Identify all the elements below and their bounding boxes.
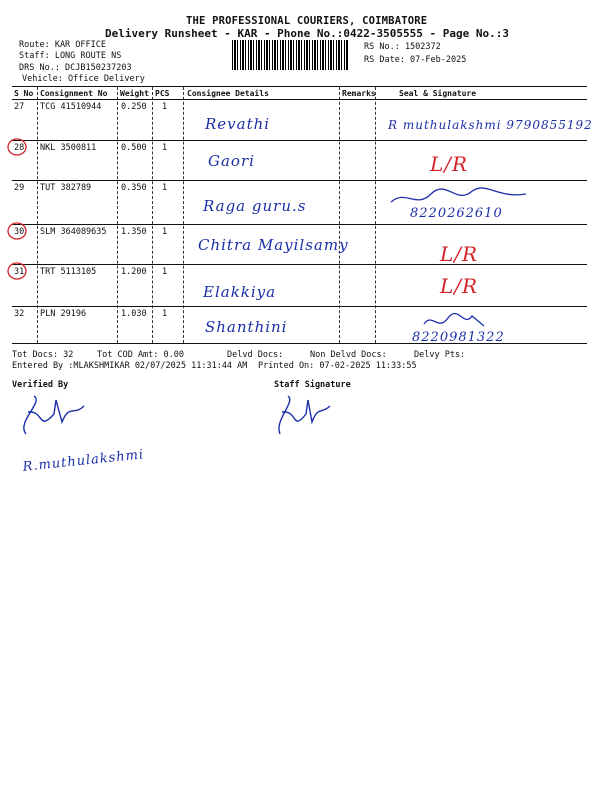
row-seal-handwritten: L/R — [440, 242, 479, 266]
staff-signature-label: Staff Signature — [274, 380, 351, 390]
col-remarks: Remarks — [342, 89, 376, 98]
row-weight: 0.250 — [121, 102, 147, 112]
company-name: THE PROFESSIONAL COURIERS, COIMBATORE — [186, 15, 428, 27]
total-cod: Tot COD Amt: 0.00 — [97, 350, 184, 360]
row-sno: 32 — [14, 309, 25, 319]
verified-by-label: Verified By — [12, 380, 69, 390]
verifier-signature-icon — [14, 392, 94, 442]
row-consignee-handwritten: Gaori — [208, 152, 255, 170]
table-top-rule — [12, 86, 587, 87]
staff-label: Staff: LONG ROUTE NS — [19, 51, 122, 61]
barcode — [232, 40, 348, 70]
runsheet-title: Delivery Runsheet - KAR - Phone No.:0422-3505555 - Page No.:3 — [105, 27, 509, 40]
entered-by: Entered By :MLAKSHMIKAR 02/07/2025 11:31:44 AM — [12, 361, 248, 371]
row-pcs: 1 — [162, 227, 168, 237]
row-consignee-handwritten: Raga guru.s — [203, 197, 307, 215]
row-pcs: 1 — [162, 183, 168, 193]
row-consignee-handwritten: Chitra Mayilsamy — [198, 236, 349, 254]
row-seal-handwritten: 8220981322 — [412, 330, 505, 345]
printed-on: Printed On: 07-02-2025 11:33:55 — [258, 361, 417, 371]
route-label: Route: KAR OFFICE — [19, 40, 106, 50]
row-consignee-handwritten: Shanthini — [205, 318, 288, 336]
row-pcs: 1 — [162, 143, 168, 153]
row-weight: 1.200 — [121, 267, 147, 277]
row-consignment: PLN 29196 — [40, 309, 87, 319]
rs-number: RS No.: 1502372 — [364, 42, 441, 52]
rs-date: RS Date: 07-Feb-2025 — [364, 55, 467, 65]
row-weight: 1.030 — [121, 309, 147, 319]
col-divider — [183, 87, 184, 343]
row-consignee-handwritten: Revathi — [205, 115, 271, 133]
row-divider — [12, 140, 587, 141]
drs-label: DRS No.: DCJB150237203 — [19, 63, 132, 73]
row-weight: 0.500 — [121, 143, 147, 153]
row-weight: 0.350 — [121, 183, 147, 193]
row-divider — [12, 180, 587, 181]
row-seal-handwritten: L/R — [430, 152, 469, 176]
col-seal: Seal & Signature — [399, 89, 477, 98]
row-weight: 1.350 — [121, 227, 147, 237]
col-consignment: Consignment No — [40, 89, 108, 98]
handwritten-name: R.muthulakshmi — [22, 447, 145, 475]
row-seal-handwritten: R muthulakshmi 9790855192 — [388, 118, 593, 132]
row-consignment: TUT 382789 — [40, 183, 92, 193]
staff-signature-icon — [272, 392, 332, 442]
vehicle-label: Vehicle: Office Delivery — [22, 74, 145, 84]
col-consignee: Consignee Details — [187, 89, 269, 98]
row-sno: 30 — [14, 227, 25, 237]
row-seal-handwritten: 8220262610 — [410, 206, 503, 221]
col-pcs: PCS — [155, 89, 170, 98]
table-header-rule — [12, 99, 587, 100]
non-delivered-docs: Non Delvd Docs: — [310, 350, 387, 360]
col-sno: S No — [14, 89, 34, 98]
row-pcs: 1 — [162, 102, 168, 112]
row-consignment: TRT 5113105 — [40, 267, 97, 277]
row-pcs: 1 — [162, 309, 168, 319]
row-consignment: TCG 41510944 — [40, 102, 102, 112]
col-divider — [152, 87, 153, 343]
delivered-docs: Delvd Docs: — [227, 350, 284, 360]
row-pcs: 1 — [162, 267, 168, 277]
row-divider — [12, 264, 587, 265]
row-consignment: SLM 364089635 — [40, 227, 107, 237]
row-sno: 31 — [14, 267, 25, 277]
row-consignment: NKL 3500811 — [40, 143, 97, 153]
row-sno: 29 — [14, 183, 25, 193]
delivery-points: Delvy Pts: — [414, 350, 466, 360]
row-divider — [12, 306, 587, 307]
total-docs: Tot Docs: 32 — [12, 350, 74, 360]
col-divider — [37, 87, 38, 343]
col-divider — [339, 87, 340, 343]
row-sno: 28 — [14, 143, 25, 153]
row-divider — [12, 224, 587, 225]
col-divider — [375, 87, 376, 343]
row-seal-handwritten: L/R — [440, 274, 479, 298]
col-divider — [117, 87, 118, 343]
row-consignee-handwritten: Elakkiya — [203, 283, 277, 301]
col-weight: Weight — [120, 89, 149, 98]
row-sno: 27 — [14, 102, 25, 112]
